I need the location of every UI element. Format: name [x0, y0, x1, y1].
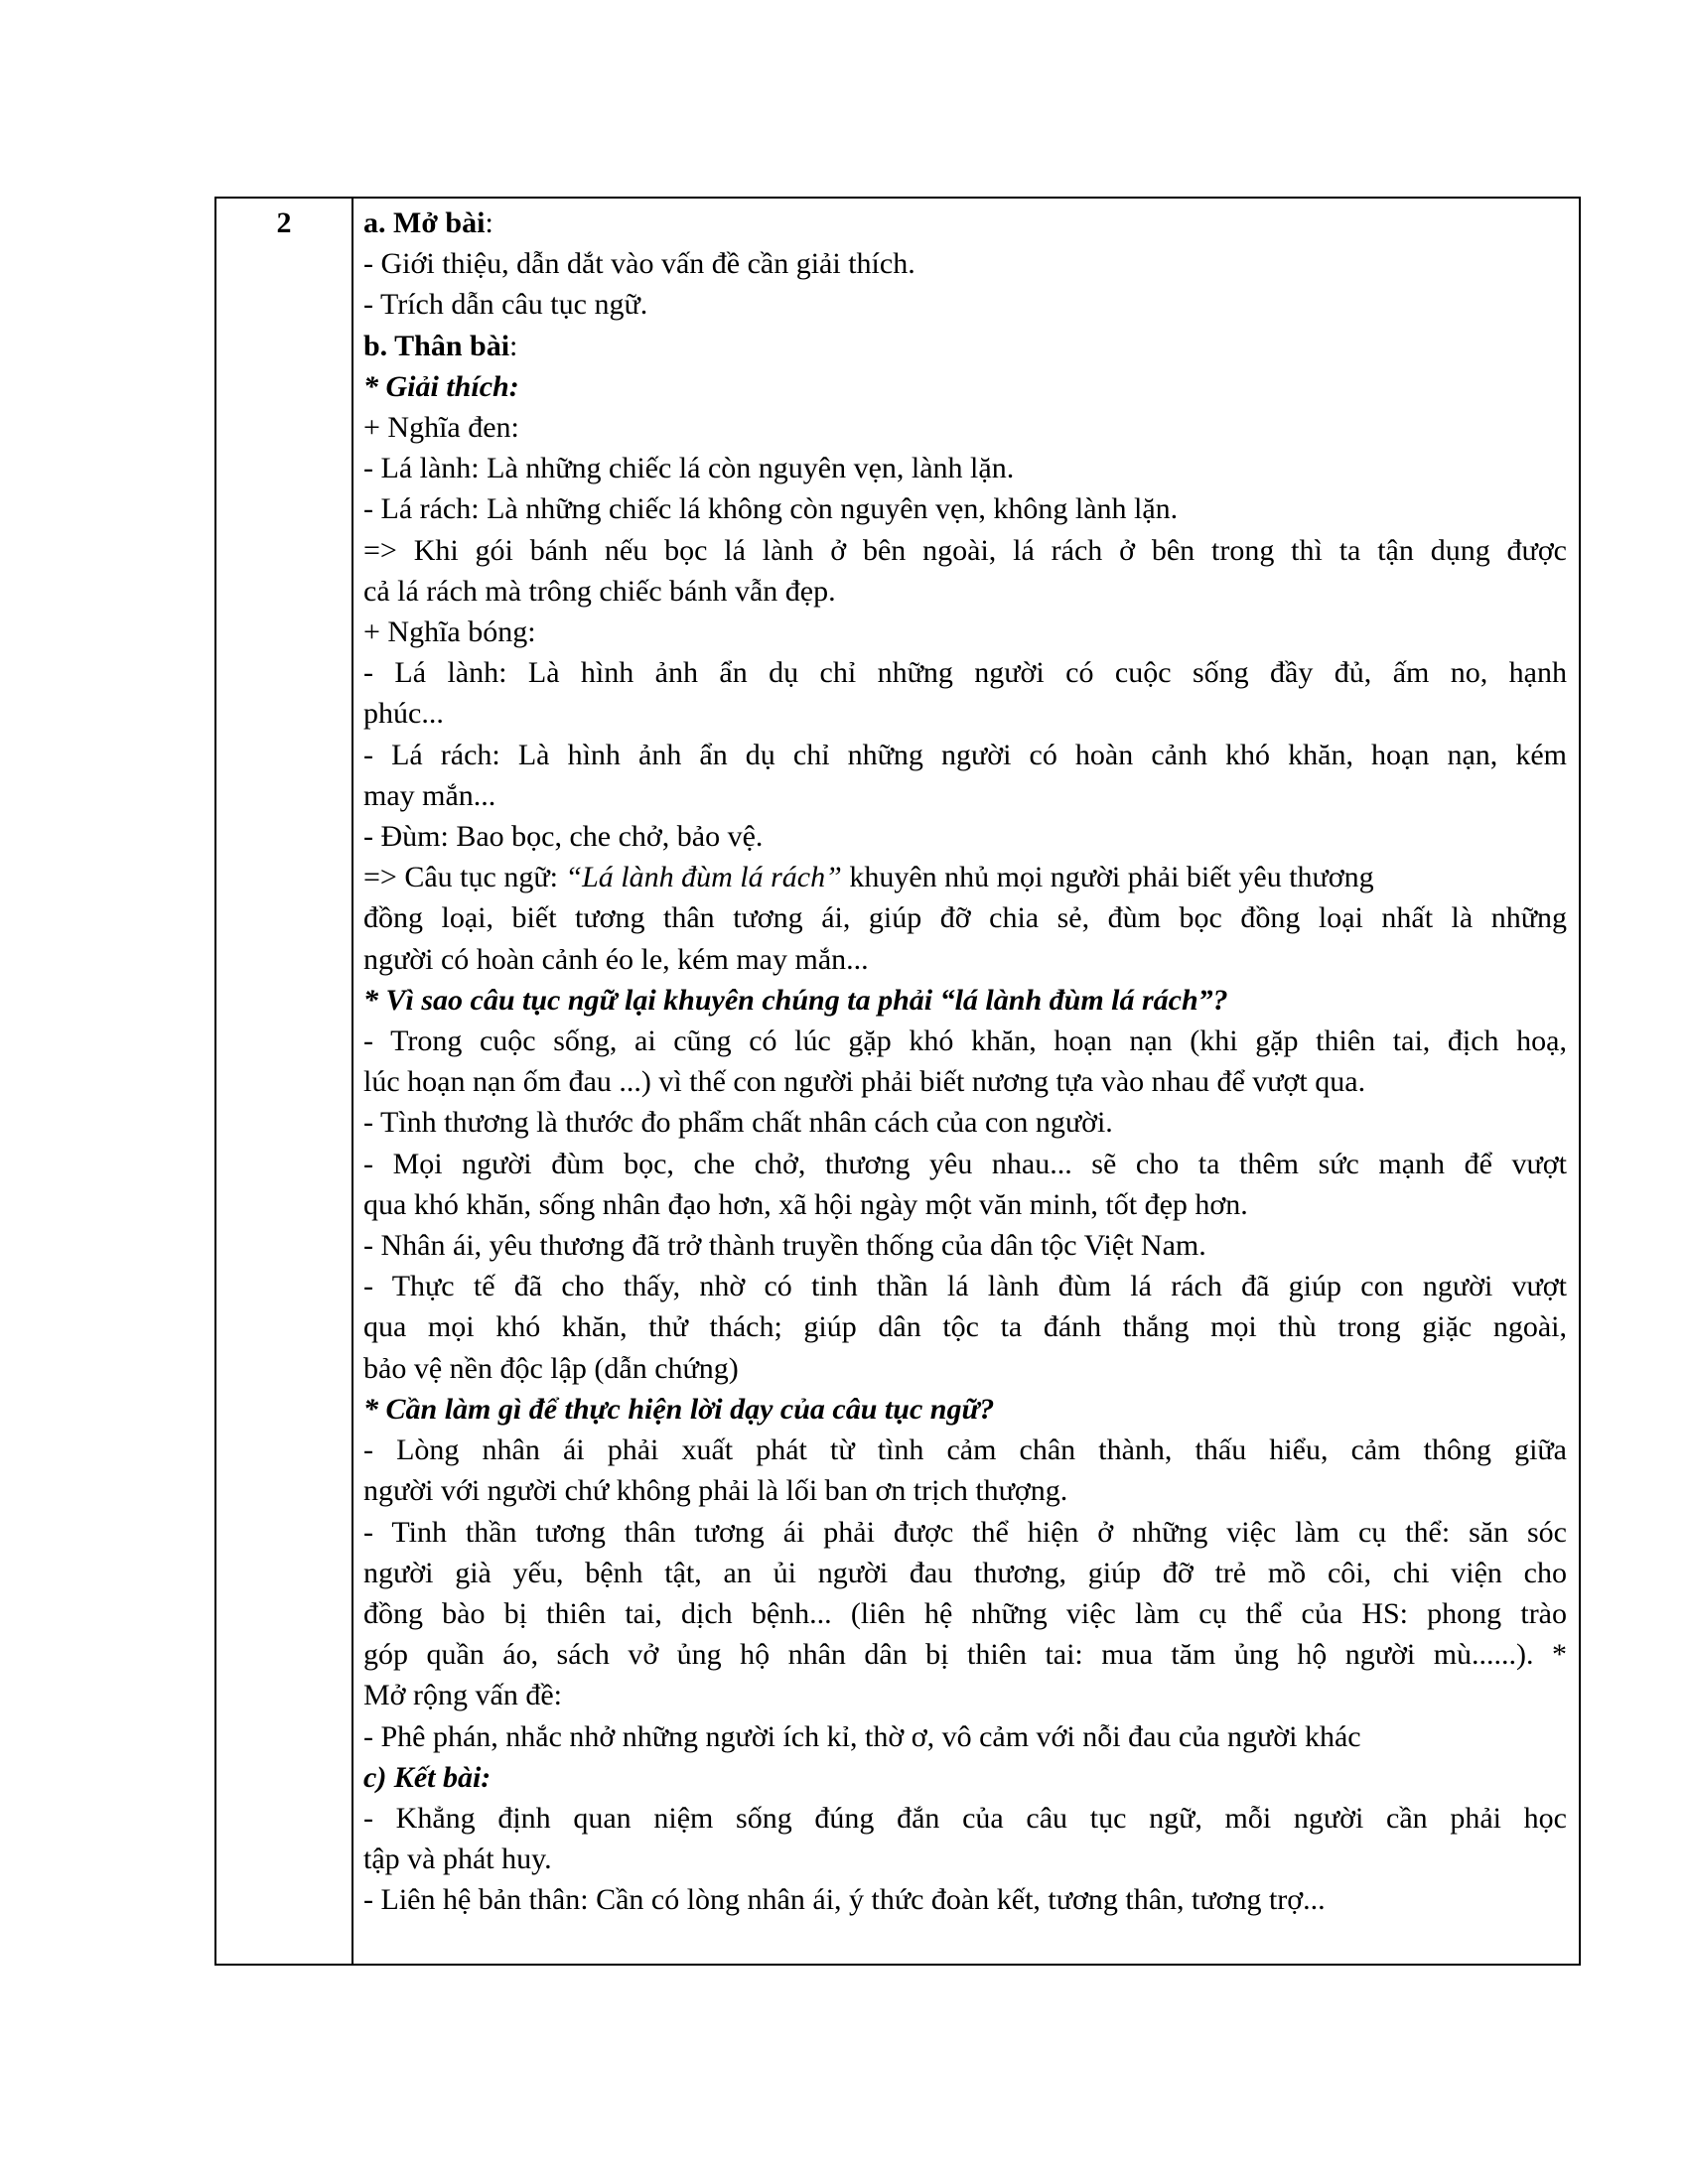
conclusion-line: - Khẳng định quan niệm sống đúng đắn của câu tục ngữ, mỗi người cần phải học	[363, 1801, 1567, 1835]
conclusion-line: tập và phát huy.	[363, 1843, 552, 1876]
body-line: - Nhân ái, yêu thương đã trở thành truyền thống của dân tộc Việt Nam.	[363, 1229, 1206, 1263]
intro-line: - Giới thiệu, dẫn dắt vào vấn đề cần giải thích.	[363, 247, 915, 281]
body-line: - Đùm: Bao bọc, che chở, bảo vệ.	[363, 820, 764, 854]
body-line: - Lá rách: Là những chiếc lá không còn nguyên vẹn, không lành lặn.	[363, 492, 1179, 526]
body-line: lúc hoạn nạn ốm đau ...) vì thế con người phải biết nương tựa vào nhau để vượt qua.	[363, 1065, 1366, 1099]
row-number: 2	[276, 206, 292, 239]
body-line: - Thực tế đã cho thấy, nhờ có tinh thần lá lành đùm lá rách đã giúp con người vượt	[363, 1270, 1567, 1303]
body-line: - Phê phán, nhắc nhở những người ích kỉ, thờ ơ, vô cảm với nỗi đau của người khác	[363, 1719, 1361, 1753]
body-line: - Lá lành: Là những chiếc lá còn nguyên vẹn, lành lặn.	[363, 452, 1015, 485]
body-line: đồng loại, biết tương thân tương ái, giúp đỡ chia sẻ, đùm bọc đồng loại nhất là những	[363, 901, 1567, 935]
column-divider	[352, 199, 353, 1964]
intro-heading-colon: :	[485, 206, 493, 239]
body-heading: b. Thân bài	[363, 329, 510, 362]
conclusion-heading: c) Kết bài:	[363, 1760, 492, 1794]
body-line: - Trong cuộc sống, ai cũng có lúc gặp khó khăn, hoạn nạn (khi gặp thiên tai, địch hoạ,	[363, 1024, 1567, 1058]
body-line: - Tình thương là thước đo phẩm chất nhân cách của con người.	[363, 1106, 1113, 1140]
intro-heading-line	[363, 203, 1567, 243]
body-line: người có hoàn cảnh éo le, kém may mắn...	[363, 942, 869, 976]
body-heading-line	[363, 326, 1567, 366]
body-line: góp quần áo, sách vở ủng hộ nhân dân bị thiên tai: mua tăm ủng hộ người mù......). *	[363, 1638, 1567, 1672]
proverb-conclusion-prefix: => Câu tục ngữ:	[363, 861, 566, 894]
body-line: => Khi gói bánh nếu bọc lá lành ở bên ngoài, lá rách ở bên trong thì ta tận dụng được	[363, 533, 1567, 567]
body-heading-colon: :	[509, 329, 518, 362]
body-line: - Mọi người đùm bọc, che chở, thương yêu nhau... sẽ cho ta thêm sức mạnh để vượt	[363, 1147, 1567, 1180]
action-heading: * Cần làm gì để thực hiện lời dạy của câu tục ngữ?	[363, 1392, 995, 1426]
body-line: - Lòng nhân ái phải xuất phát từ tình cảm chân thành, thấu hiểu, cảm thông giữa	[363, 1433, 1567, 1467]
body-line: - Tinh thần tương thân tương ái phải được thể hiện ở những việc làm cụ thể: săn sóc	[363, 1515, 1567, 1549]
figurative-heading: + Nghĩa bóng:	[363, 615, 536, 649]
answer-table	[214, 197, 1581, 1966]
body-line: người với người chứ không phải là lối ban ơn trịch thượng.	[363, 1474, 1068, 1508]
explain-heading: * Giải thích:	[363, 369, 519, 403]
body-line: đồng bào bị thiên tai, dịch bệnh... (liên hệ những việc làm cụ thể của HS: phong trào	[363, 1596, 1567, 1630]
intro-line: - Trích dẫn câu tục ngữ.	[363, 288, 648, 322]
body-line: cả lá rách mà trông chiếc bánh vẫn đẹp.	[363, 574, 836, 608]
body-line: người già yếu, bệnh tật, an ủi người đau thương, giúp đỡ trẻ mồ côi, chi viện cho	[363, 1556, 1567, 1589]
body-line: phúc...	[363, 697, 444, 731]
body-line: Mở rộng vấn đề:	[363, 1679, 562, 1712]
proverb-quote: “Lá lành đùm lá rách”	[565, 861, 842, 894]
proverb-conclusion-suffix: khuyên nhủ mọi người phải biết yêu thương	[841, 861, 1374, 894]
intro-heading: a. Mở bài	[363, 206, 486, 239]
literal-heading: + Nghĩa đen:	[363, 411, 519, 445]
conclusion-line: - Liên hệ bản thân: Cần có lòng nhân ái, ý thức đoàn kết, tương thân, tương trợ...	[363, 1883, 1326, 1917]
answer-content	[363, 203, 1567, 1921]
proverb-conclusion-line	[363, 857, 1567, 897]
body-line: - Lá rách: Là hình ảnh ẩn dụ chỉ những người có hoàn cảnh khó khăn, hoạn nạn, kém	[363, 738, 1567, 771]
body-line: qua khó khăn, sống nhân đạo hơn, xã hội ngày một văn minh, tốt đẹp hơn.	[363, 1187, 1248, 1221]
why-heading: * Vì sao câu tục ngữ lại khuyên chúng ta phải “lá lành đùm lá rách”?	[363, 983, 1228, 1017]
body-line: qua mọi khó khăn, thử thách; giúp dân tộc ta đánh thắng mọi thù trong giặc ngoài,	[363, 1310, 1567, 1344]
body-line: bảo vệ nền độc lập (dẫn chứng)	[363, 1351, 739, 1385]
body-line: may mắn...	[363, 778, 496, 812]
body-line: - Lá lành: Là hình ảnh ẩn dụ chỉ những người có cuộc sống đầy đủ, ấm no, hạnh	[363, 656, 1567, 690]
